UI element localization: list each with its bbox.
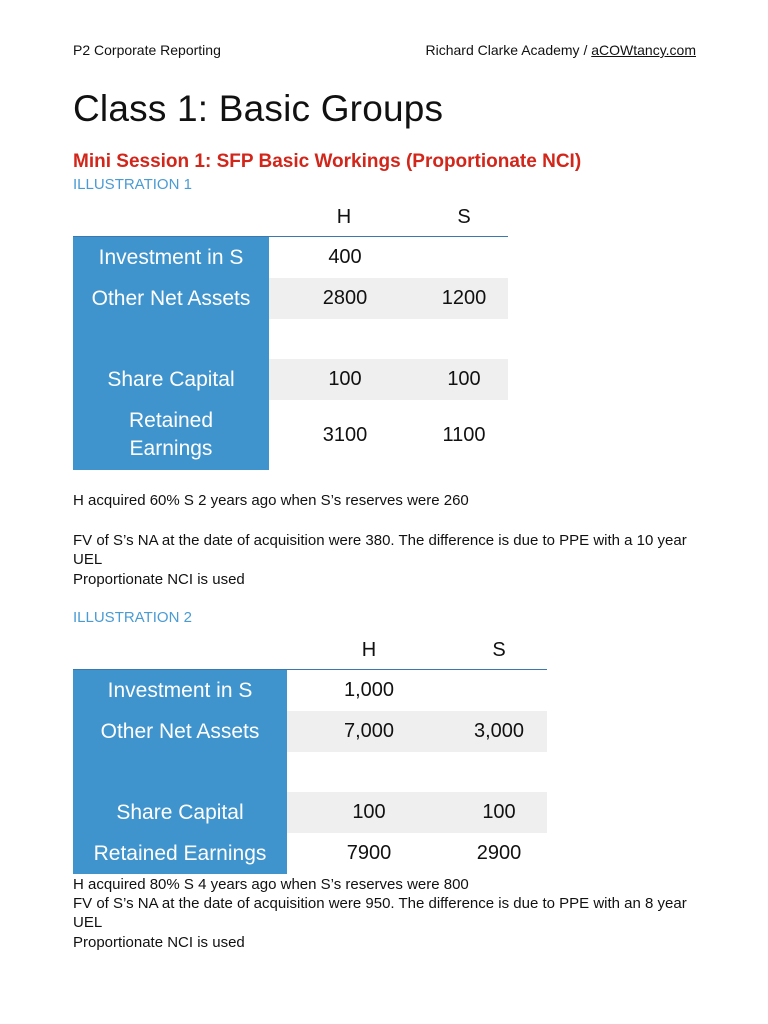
illustration-2-row-label: Share Capital bbox=[73, 792, 287, 833]
illustration-1-value-s: 1100 bbox=[442, 423, 486, 446]
header-website-link[interactable]: aCOWtancy.com bbox=[591, 42, 696, 58]
header-publisher bbox=[426, 42, 697, 58]
illustration-1-note: Proportionate NCI is used bbox=[73, 571, 245, 588]
illustration-2-col-h: H bbox=[361, 639, 377, 661]
illustration-1-col-h: H bbox=[336, 206, 352, 228]
illustration-1-row-label: Retained Earnings bbox=[73, 400, 269, 470]
illustration-1-col-s: S bbox=[457, 206, 471, 228]
illustration-1-label: ILLUSTRATION 1 bbox=[73, 176, 192, 193]
illustration-1-value-s bbox=[424, 237, 504, 278]
illustration-1-row-label: Share Capital bbox=[73, 359, 269, 400]
header-course-title: P2 Corporate Reporting bbox=[73, 42, 221, 58]
illustration-2-value-s: 2900 bbox=[476, 842, 522, 864]
illustration-2-value-h: 7900 bbox=[346, 842, 392, 864]
illustration-1-value-h: 3100 bbox=[322, 423, 368, 446]
illustration-1-note: H acquired 60% S 2 years ago when S’s reserves were 260 bbox=[73, 492, 469, 509]
session-title: Mini Session 1: SFP Basic Workings (Proportionate NCI) bbox=[73, 151, 582, 172]
illustration-1-value-h: 400 bbox=[328, 246, 362, 268]
illustration-2-row-label: Investment in S bbox=[73, 670, 287, 711]
illustration-1-note: FV of S’s NA at the date of acquisition were 380. The difference is due to PPE with a 10 year UEL bbox=[73, 532, 687, 568]
illustration-2-value-s: 100 bbox=[482, 801, 516, 823]
illustration-2-row-label: Other Net Assets bbox=[73, 711, 287, 752]
illustration-2-value-h: 1,000 bbox=[343, 679, 395, 701]
page-title: Class 1: Basic Groups bbox=[73, 88, 444, 129]
illustration-2-label: ILLUSTRATION 2 bbox=[73, 609, 192, 626]
illustration-2-row-label: Retained Earnings bbox=[73, 833, 287, 874]
illustration-2-value-h: 100 bbox=[352, 801, 386, 823]
illustration-2-value-s: 3,000 bbox=[473, 720, 525, 742]
illustration-1-row-label: Investment in S bbox=[73, 237, 269, 278]
illustration-2-note: Proportionate NCI is used bbox=[73, 934, 245, 951]
illustration-1-value-h: 2800 bbox=[322, 287, 368, 309]
illustration-2-col-s: S bbox=[492, 639, 506, 661]
illustration-1-value-s: 1200 bbox=[441, 287, 487, 309]
illustration-2-note: FV of S’s NA at the date of acquisition were 950. The difference is due to PPE with an 8 year UEL bbox=[73, 895, 687, 931]
illustration-2-row-label bbox=[73, 752, 287, 792]
illustration-2-value-h: 7,000 bbox=[343, 720, 395, 742]
illustration-1-value-s: 100 bbox=[447, 368, 481, 390]
illustration-2-note: H acquired 80% S 4 years ago when S’s reserves were 800 bbox=[73, 876, 469, 893]
illustration-1-row-label: Other Net Assets bbox=[73, 278, 269, 319]
header-publisher-prefix: Richard Clarke Academy / bbox=[425, 42, 592, 58]
illustration-1-value-h: 100 bbox=[328, 368, 362, 390]
illustration-1-row-label bbox=[73, 319, 269, 359]
illustration-2-value-s bbox=[454, 670, 544, 711]
